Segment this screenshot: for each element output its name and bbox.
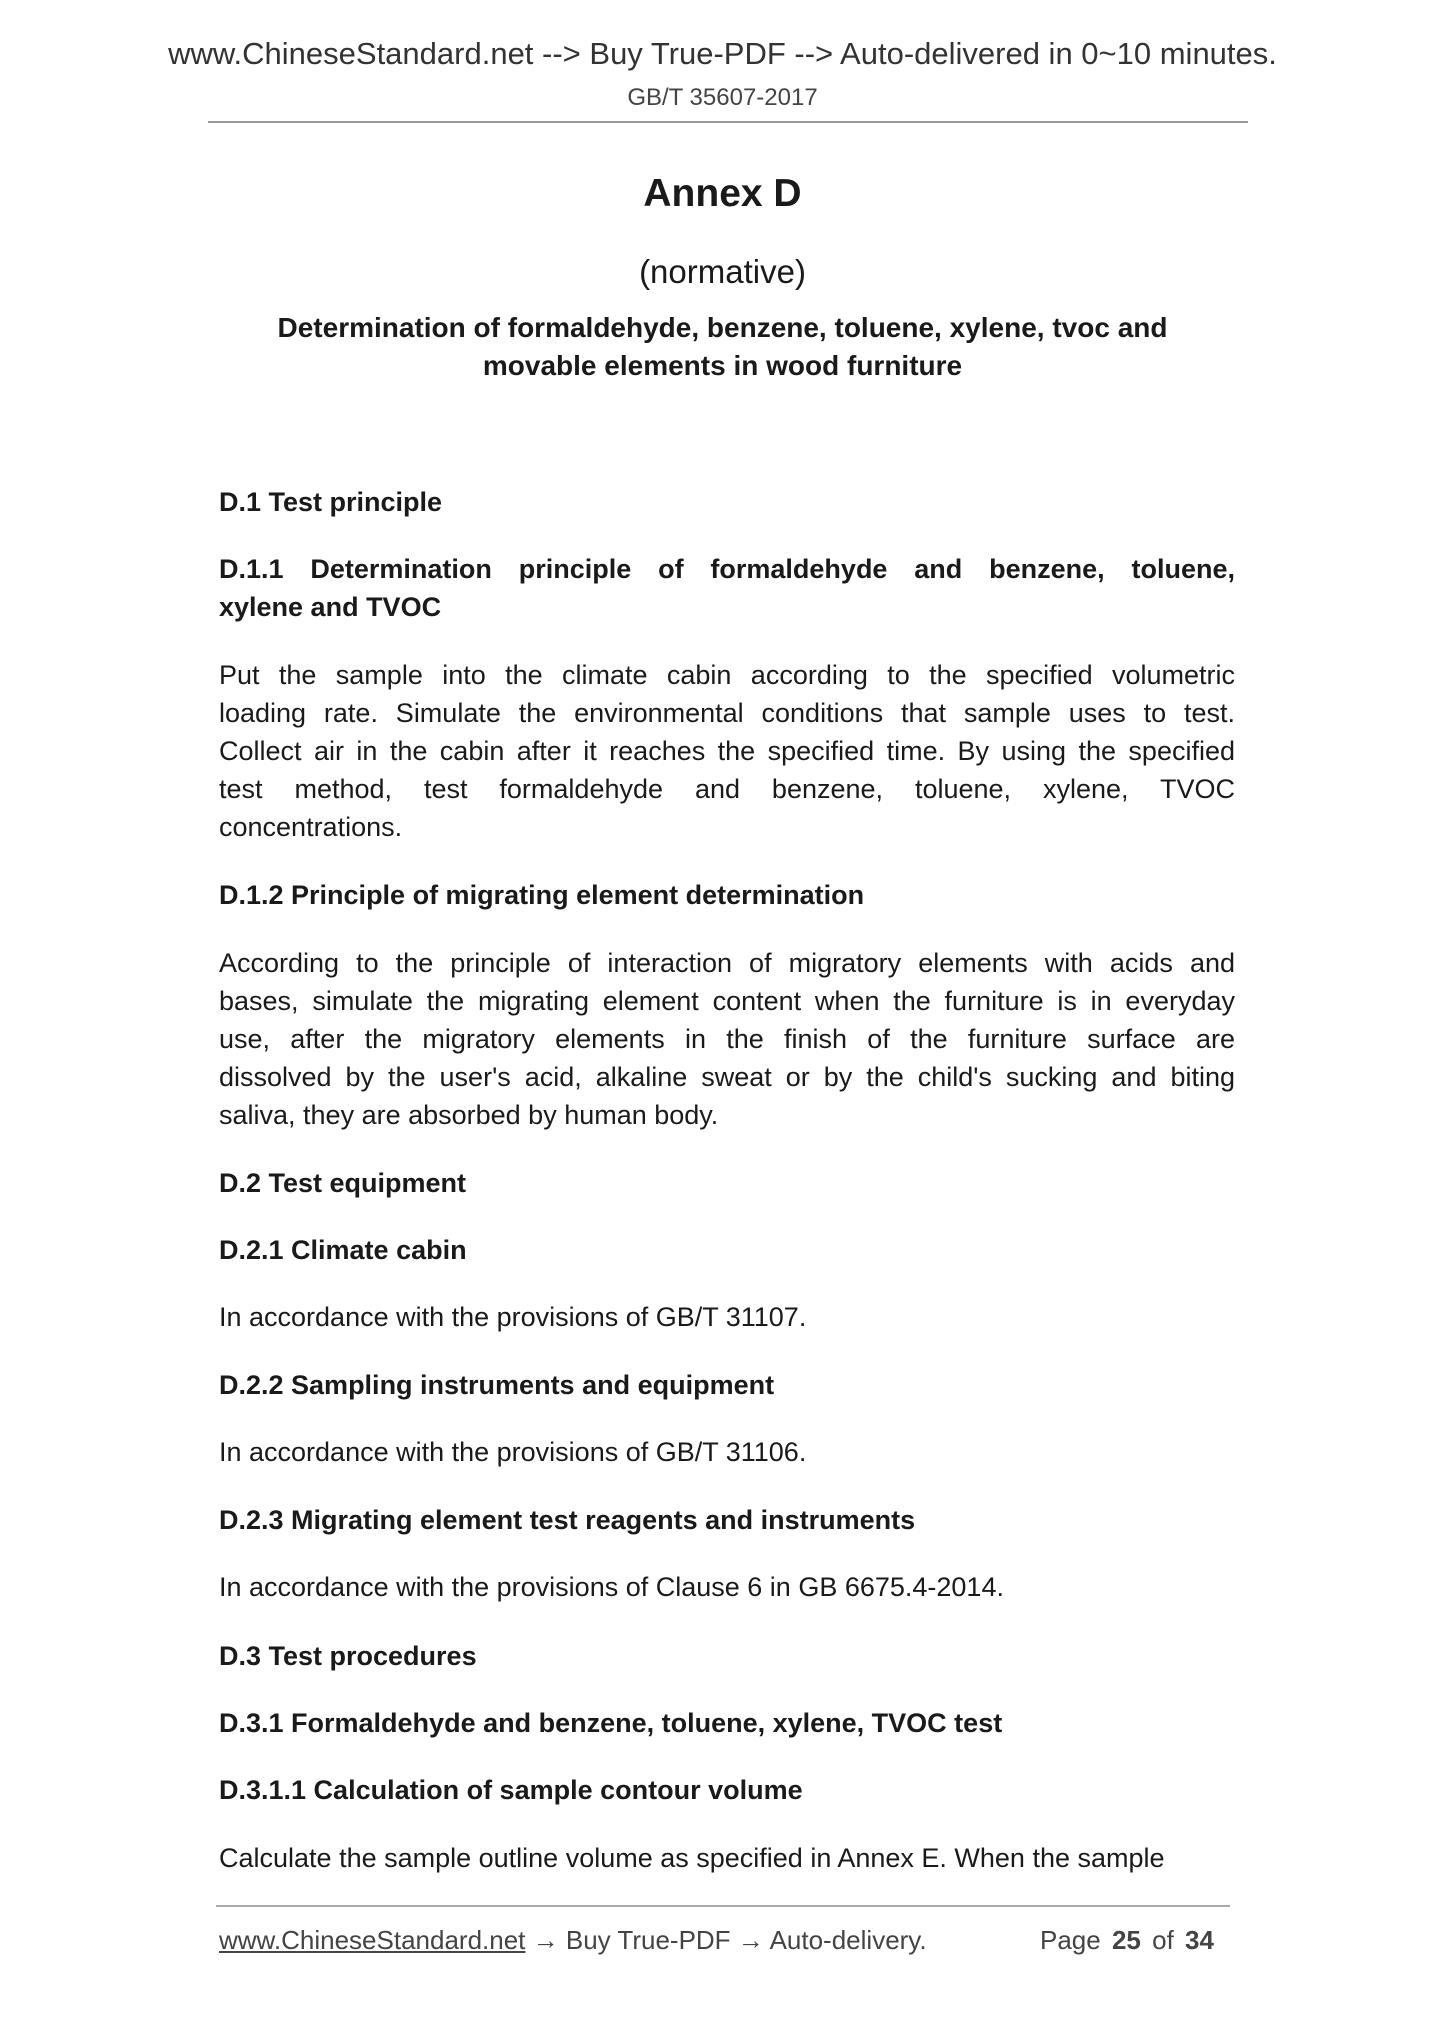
- text-line: test method, test formaldehyde and benzene, toluene, xylene, TVOC: [219, 774, 1235, 804]
- heading-d1-2: D.1.2 Principle of migrating element determination: [219, 880, 865, 910]
- page-total: 34: [1185, 1925, 1214, 1955]
- page-of: of: [1152, 1925, 1174, 1955]
- heading-d3: D.3 Test procedures: [219, 1641, 477, 1671]
- text-line: use, after the migratory elements in the finish of the furniture surface are: [219, 1024, 1235, 1054]
- heading-d1-1: [219, 550, 1235, 626]
- text-line: Put the sample into the climate cabin according to the specified volumetric: [219, 660, 1235, 690]
- subtitle-line: Determination of formaldehyde, benzene, toluene, xylene, tvoc and: [277, 312, 1168, 343]
- annex-subtitle: [0, 309, 1445, 385]
- paragraph-d2-2: In accordance with the provisions of GB/T 31106.: [219, 1437, 807, 1467]
- footer-left: [219, 1925, 927, 1956]
- heading-line: D.1.1 Determination principle of formaldehyde and benzene, toluene,: [219, 554, 1235, 584]
- heading-d2-1: D.2.1 Climate cabin: [219, 1235, 467, 1265]
- header-rule: [208, 121, 1248, 123]
- paragraph-d2-1: In accordance with the provisions of GB/T 31107.: [219, 1302, 807, 1332]
- text-line: bases, simulate the migrating element content when the furniture is in everyday: [219, 986, 1235, 1016]
- text-line: saliva, they are absorbed by human body.: [219, 1100, 719, 1130]
- text-line: concentrations.: [219, 812, 403, 842]
- page-indicator: [1040, 1925, 1214, 1956]
- text-line: Collect air in the cabin after it reaches the specified time. By using the specified: [219, 736, 1235, 766]
- page-label: Page: [1040, 1925, 1101, 1955]
- heading-d1: D.1 Test principle: [219, 487, 443, 517]
- heading-d3-1: D.3.1 Formaldehyde and benzene, toluene, xylene, TVOC test: [219, 1708, 1003, 1738]
- text-line: dissolved by the user's acid, alkaline sweat or by the child's sucking and biting: [219, 1062, 1235, 1092]
- text-line: According to the principle of interaction of migratory elements with acids and: [219, 948, 1235, 978]
- page-number: 25: [1111, 1925, 1141, 1955]
- heading-line: xylene and TVOC: [219, 592, 442, 622]
- annex-type: (normative): [639, 253, 806, 290]
- paragraph-d1-2: [219, 944, 1235, 1134]
- footer-link[interactable]: www.ChineseStandard.net: [219, 1925, 526, 1955]
- subtitle-line: movable elements in wood furniture: [482, 350, 963, 381]
- header-banner[interactable]: www.ChineseStandard.net --> Buy True-PDF --> Auto-delivered in 0~10 minutes.: [168, 36, 1277, 71]
- heading-d2-2: D.2.2 Sampling instruments and equipment: [219, 1370, 775, 1400]
- footer-rule: [216, 1905, 1230, 1907]
- standard-number: GB/T 35607-2017: [627, 84, 818, 111]
- heading-d2: D.2 Test equipment: [219, 1168, 467, 1198]
- paragraph-d1-1: [219, 656, 1235, 846]
- text-line: loading rate. Simulate the environmental conditions that sample uses to test.: [219, 698, 1235, 728]
- footer-text: → Buy True-PDF → Auto-delivery.: [525, 1925, 927, 1955]
- paragraph-d2-3: In accordance with the provisions of Clause 6 in GB 6675.4-2014.: [219, 1572, 1004, 1602]
- paragraph-d3-1-1: Calculate the sample outline volume as specified in Annex E. When the sample: [219, 1843, 1165, 1873]
- annex-title: Annex D: [643, 172, 802, 215]
- heading-d2-3: D.2.3 Migrating element test reagents and instruments: [219, 1505, 916, 1535]
- heading-d3-1-1: D.3.1.1 Calculation of sample contour volume: [219, 1775, 803, 1805]
